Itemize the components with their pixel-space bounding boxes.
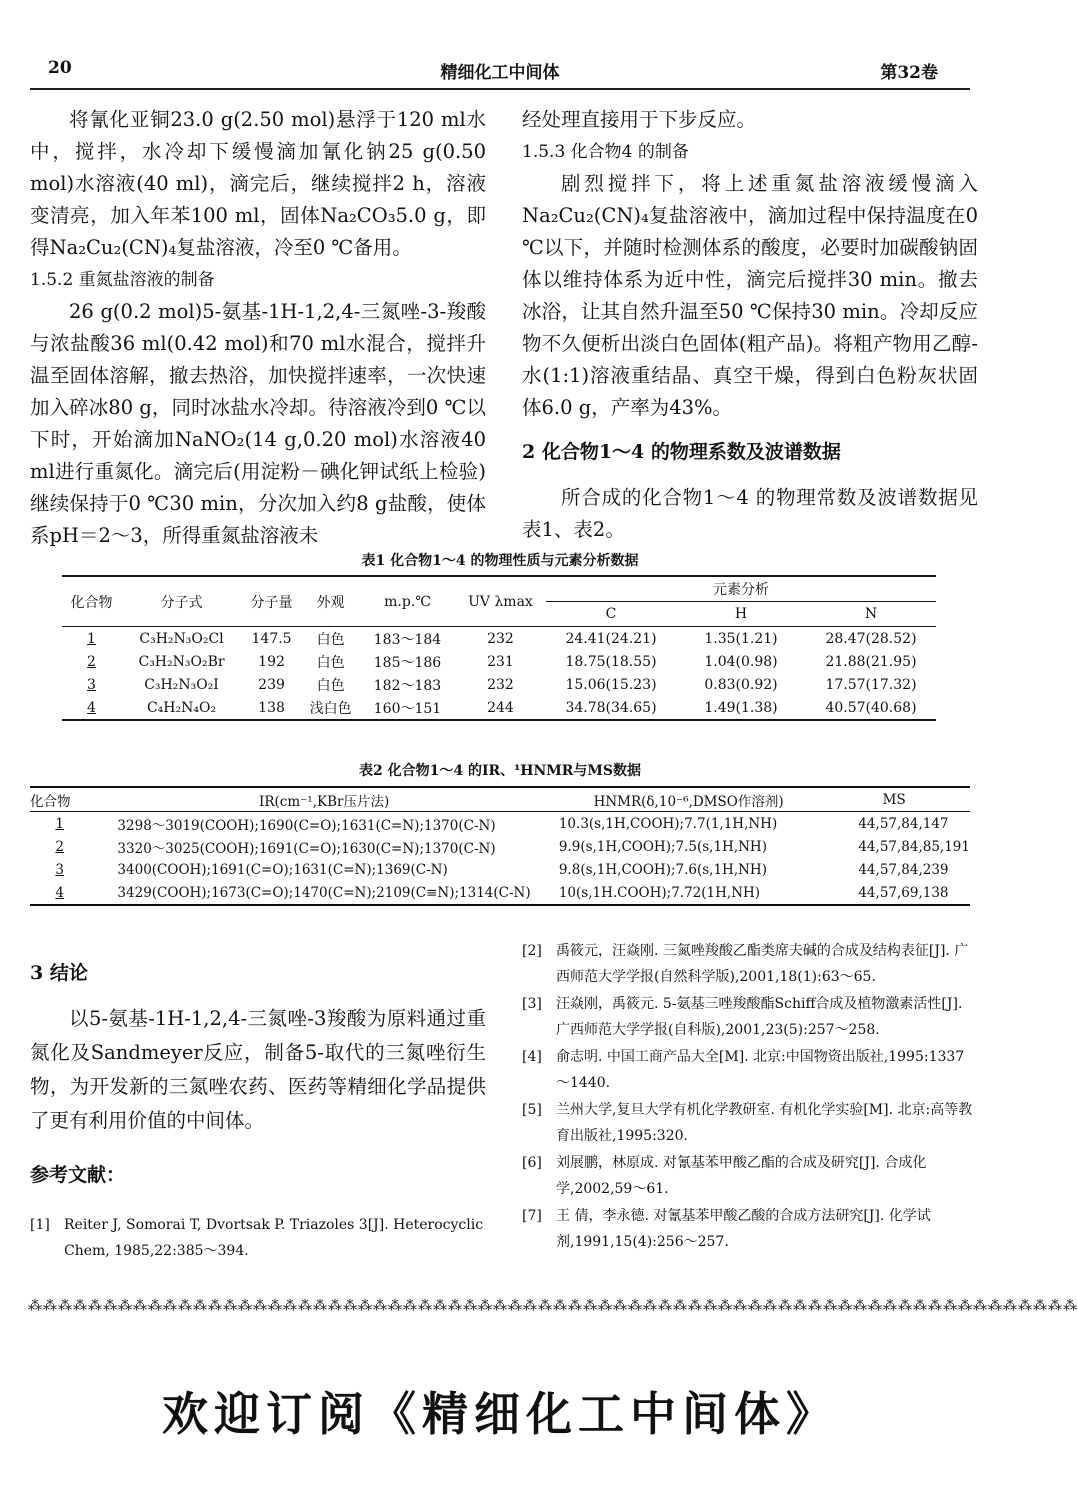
reference-item	[522, 1044, 978, 1096]
reference-number: [7]	[522, 1208, 542, 1224]
cell: 白色	[316, 654, 345, 671]
cell: C₃H₂N₃O₂I	[144, 676, 219, 693]
reference-text: 兰州大学,复旦大学有机化学教研室. 有机化学实验[M]. 北京:高等教育出版社,1995:320.	[556, 1102, 973, 1144]
section-title: 2 化合物1～4 的物理系数及波谱数据	[522, 441, 841, 463]
conclusion-title: 3 结论	[30, 962, 88, 984]
paragraph: 以5-氨基-1H-1,2,4-三氮唑-3羧酸为原料通过重氮化及Sandmeyer反应，制备5-取代的三氮唑衍生物，为开发新的三氮唑农药、医药等精细化学品提供了更有利用价值的中间体。	[30, 1007, 486, 1132]
reference-text: Reiter J, Somorai T, Dvortsak P. Triazoles 3[J]. Heterocyclic Chem, 1985,22:385～394.	[64, 1217, 484, 1259]
table-row	[30, 812, 970, 836]
cell: 9.8(s,1H,COOH);7.6(s,1H,NH)	[558, 861, 767, 878]
table1-caption: 表1 化合物1～4 的物理性质与元素分析数据	[361, 553, 639, 569]
cell: 3298～3019(COOH);1690(C=O);1631(C=N);1370(C-N)	[117, 817, 496, 834]
col-header: 分子量	[242, 576, 301, 627]
cell: 2	[87, 653, 96, 670]
cell: 21.88(21.95)	[825, 653, 917, 670]
cell: 白色	[316, 677, 345, 694]
reference-item	[522, 1150, 978, 1202]
reference-number: [2]	[522, 943, 542, 959]
table-row	[62, 650, 936, 673]
cell: 3429(COOH);1673(C=O);1470(C=N);2109(C≡N);1314(C-N)	[117, 884, 531, 901]
cell: 185～186	[373, 654, 442, 671]
cell: 44,57,69,138	[858, 884, 949, 901]
journal-title: 精细化工中间体	[440, 63, 560, 83]
col-header: UV λmax	[455, 576, 546, 627]
left-column-top	[30, 104, 486, 552]
col-header: m.p.℃	[360, 576, 455, 627]
section-heading: 1.5.3 化合物4 的制备	[522, 142, 689, 162]
cell: 138	[258, 699, 285, 716]
reference-number: [5]	[522, 1102, 542, 1118]
reference-number: [4]	[522, 1049, 542, 1065]
cell: C₃H₂N₃O₂Cl	[139, 630, 224, 647]
col-header: IR(cm⁻¹,KBr压片法)	[89, 787, 558, 812]
cell: 147.5	[251, 630, 292, 647]
table-row	[30, 858, 970, 881]
cell: 17.57(17.32)	[825, 676, 917, 693]
references-right	[522, 938, 978, 1256]
col-header: HNMR(δ,10⁻⁶,DMSO作溶剂)	[559, 787, 819, 812]
cell: 34.78(34.65)	[565, 699, 657, 716]
table-row	[62, 627, 936, 651]
cell: 1.49(1.38)	[704, 699, 778, 716]
cell: 1	[87, 630, 96, 647]
cell: 3320～3025(COOH);1691(C=O);1630(C=N);1370(C-N)	[117, 840, 496, 857]
table-row	[62, 673, 936, 696]
cell: 4	[87, 699, 96, 716]
right-column-top	[522, 104, 978, 546]
col-header: N	[806, 602, 936, 627]
cell: 10.3(s,1H,COOH);7.7(1,1H,NH)	[558, 815, 778, 832]
col-header: 化合物	[62, 576, 121, 627]
cell: 4	[55, 884, 64, 901]
reference-item	[522, 938, 978, 990]
cell: 2	[55, 838, 64, 855]
paragraph: 26 g(0.2 mol)5-氨基-1H-1,2,4-三氮唑-3-羧酸与浓盐酸36 ml(0.42 mol)和70 ml水混合，搅拌升温至固体溶解，撤去热浴，加快搅拌速率，一次快速加入碎冰80 g，同时冰盐水冷却。待溶液冷到0 ℃以下时，开始滴加NaNO₂(14 g,0.20 mol)水溶液40 ml进行重氮化。滴完后(用淀粉－碘化钾试纸上检验)继续保持于0 ℃30 min，分次加入约8 g盐酸，使体系pH＝2～3，所得重氮盐溶液未	[30, 300, 486, 547]
cell: 182～183	[373, 677, 442, 694]
reference-number: [6]	[522, 1155, 542, 1171]
subscription-banner: 欢迎订阅《精细化工中间体》	[162, 1387, 838, 1441]
col-header: MS	[818, 787, 970, 812]
cell: C₄H₂N₄O₂	[146, 699, 217, 716]
reference-text: 俞志明. 中国工商产品大全[M]. 北京:中国物资出版社,1995:1337～1440.	[556, 1049, 965, 1091]
volume-label: 第32卷	[880, 63, 938, 83]
reference-text: 禹筱元，汪焱刚. 三氮唑羧酸乙酯类席夫碱的合成及结构表征[J]. 广西师范大学学报(自然科学版),2001,18(1):63～65.	[556, 943, 969, 985]
cell: 239	[258, 676, 285, 693]
cell: 3	[55, 861, 64, 878]
cell: 183～184	[373, 631, 442, 648]
reference-text: 汪焱刚，禹筱元. 5-氨基三唑羧酸酯Schiff合成及植物激素活性[J]. 广西师范大学学报(自科版),2001,23(5):257～258.	[556, 996, 963, 1038]
col-header: H	[676, 602, 806, 627]
reference-number: [1]	[30, 1217, 50, 1233]
col-header: C	[546, 602, 676, 627]
cell: 18.75(18.55)	[565, 653, 657, 670]
reference-item	[30, 1212, 486, 1264]
cell: 15.06(15.23)	[565, 676, 657, 693]
page-number: 20	[48, 58, 72, 78]
table2-caption: 表2 化合物1～4 的IR、¹HNMR与MS数据	[358, 763, 642, 779]
cell: 28.47(28.52)	[825, 630, 917, 647]
col-header: 分子式	[121, 576, 242, 627]
col-header: 化合物	[30, 787, 89, 812]
cell: 44,57,84,147	[858, 815, 949, 832]
paragraph: 经处理直接用于下步反应。	[522, 108, 757, 131]
col-header: 外观	[301, 576, 360, 627]
paragraph: 剧烈搅拌下，将上述重氮盐溶液缓慢滴入Na₂Cu₂(CN)₄复盐溶液中，滴加过程中保持温度在0 ℃以下，并随时检测体系的酸度，必要时加碳酸钠固体以维持体系为近中性，滴完后搅拌30 min。撤去冰浴，让其自然升温至50 ℃保持30 min。冷却反应物不久便析出淡白色固体(粗产品)。将粗产物用乙醇-水(1:1)溶液重结晶、真空干燥，得到白色粉灰状固体6.0 g，产率为43%。	[522, 172, 978, 419]
cell: 192	[258, 653, 285, 670]
cell: 1.35(1.21)	[704, 630, 778, 647]
cell: 白色	[316, 631, 345, 648]
reference-number: [3]	[522, 996, 542, 1012]
cell: 232	[487, 676, 514, 693]
paragraph: 将氰化亚铜23.0 g(2.50 mol)悬浮于120 ml水中，搅拌，水冷却下缓慢滴加氰化钠25 g(0.50 mol)水溶液(40 ml)，滴完后，继续搅拌2 h，溶液变清亮，加入年苯100 ml，固体Na₂CO₃5.0 g，即得Na₂Cu₂(CN)₄复盐溶液，冷至0 ℃备用。	[30, 108, 486, 259]
reference-text: 王 倩，李永德. 对氰基苯甲酸乙酸的合成方法研究[J]. 化学试剂,1991,15(4):256～257.	[556, 1208, 931, 1250]
reference-item	[522, 1097, 978, 1149]
cell: 浅白色	[309, 700, 352, 717]
decorative-border: ⁂⁂⁂⁂⁂⁂⁂⁂⁂⁂⁂⁂⁂⁂⁂⁂⁂⁂⁂⁂⁂⁂⁂⁂⁂⁂⁂⁂⁂⁂⁂⁂⁂⁂⁂⁂⁂⁂⁂⁂⁂⁂⁂⁂⁂⁂⁂⁂⁂⁂⁂⁂⁂⁂⁂⁂⁂⁂⁂⁂⁂⁂⁂⁂⁂⁂⁂⁂⁂⁂	[28, 1298, 1078, 1314]
section-heading: 1.5.2 重氮盐溶液的制备	[30, 270, 215, 290]
reference-text: 刘展鹏，林原成. 对氰基苯甲酸乙酯的合成及研究[J]. 合成化学,2002,59～61.	[556, 1155, 927, 1197]
cell: C₃H₂N₃O₂Br	[138, 653, 225, 670]
table-row	[30, 881, 970, 905]
cell: 44,57,84,239	[858, 861, 949, 878]
cell: 44,57,84,85,191	[858, 838, 970, 855]
col-header: 元素分析	[546, 576, 936, 602]
conclusion-text	[30, 1002, 486, 1138]
cell: 1.04(0.98)	[704, 653, 778, 670]
cell: 10(s,1H.COOH);7.72(1H,NH)	[558, 884, 761, 901]
references-left	[30, 1212, 486, 1265]
cell: 3	[87, 676, 96, 693]
cell: 160～151	[373, 700, 442, 717]
cell: 231	[487, 653, 514, 670]
cell: 232	[487, 630, 514, 647]
cell: 0.83(0.92)	[704, 676, 778, 693]
cell: 24.41(24.21)	[565, 630, 657, 647]
table1	[62, 575, 936, 721]
cell: 9.9(s,1H,COOH);7.5(s,1H,NH)	[558, 838, 767, 855]
table2	[30, 786, 970, 906]
cell: 1	[55, 815, 64, 832]
table-row	[30, 835, 970, 858]
reference-item	[522, 991, 978, 1043]
references-title: 参考文献：	[30, 1164, 126, 1186]
header-rule	[30, 88, 970, 90]
cell: 40.57(40.68)	[825, 699, 917, 716]
table-row	[62, 696, 936, 720]
paragraph: 所合成的化合物1～4 的物理常数及波谱数据见表1、表2。	[522, 486, 978, 541]
cell: 244	[487, 699, 514, 716]
reference-item	[522, 1203, 978, 1255]
cell: 3400(COOH);1691(C=O);1631(C=N);1369(C-N)	[117, 861, 448, 878]
